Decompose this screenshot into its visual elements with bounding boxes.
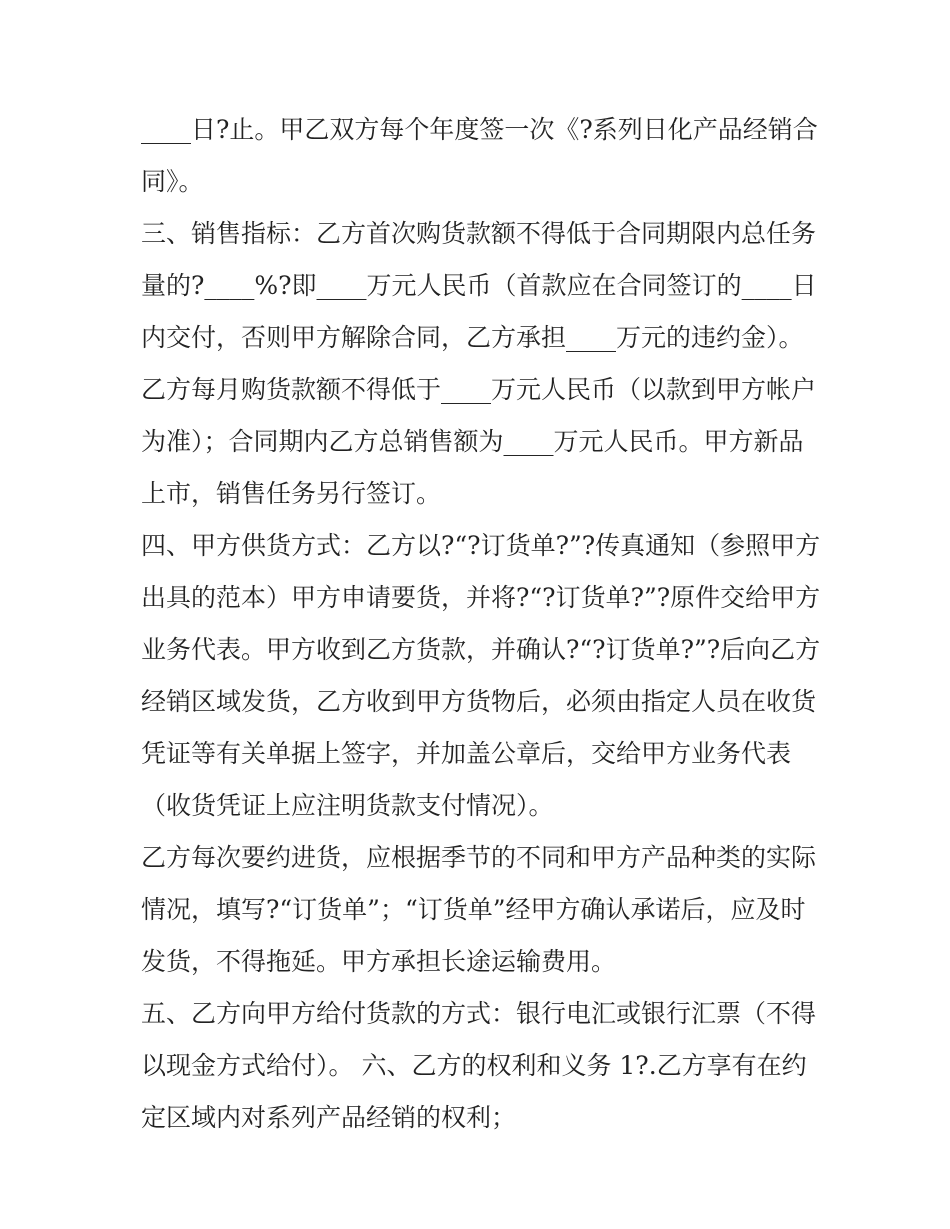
- text-line: 凭证等有关单据上签字，并加盖公章后，交给甲方业务代表: [141, 739, 792, 768]
- text-line: 为准）；合同期内乙方总销售额为____万元人民币。甲方新品: [141, 427, 804, 456]
- text-line: 业务代表。甲方收到乙方货款，并确认?“?订货单?”?后向乙方: [141, 635, 821, 664]
- text-line: 发货，不得拖延。甲方承担长途运输费用。: [141, 947, 617, 976]
- text-line: 同》。: [141, 167, 204, 196]
- text-line: 以现金方式给付）。 六、乙方的权利和义务 1?.乙方享有在约: [141, 1051, 807, 1080]
- text-line: ____日?止。甲乙双方每个年度签一次《?系列日化产品经销合: [141, 115, 818, 144]
- section-3-heading-line: 三、销售指标：乙方首次购货款额不得低于合同期限内总任务: [141, 219, 817, 248]
- text-line: （收货凭证上应注明货款支付情况）。: [141, 791, 554, 820]
- text-line: 量的?____%?即____万元人民币（首款应在合同签订的____日: [141, 271, 817, 300]
- text-line: 乙方每月购货款额不得低于____万元人民币（以款到甲方帐户: [141, 375, 817, 404]
- section-4-heading-line: 四、甲方供货方式：乙方以?“?订货单?”?传真通知（参照甲方: [141, 531, 821, 560]
- section-5-heading-line: 五、乙方向甲方给付货款的方式：银行电汇或银行汇票（不得: [141, 999, 817, 1028]
- text-line: 上市，销售任务另行签订。: [141, 479, 442, 508]
- text-line: 乙方每次要约进货，应根据季节的不同和甲方产品种类的实际: [141, 843, 817, 872]
- text-line: 出具的范本）甲方申请要货，并将?“?订货单?”?原件交给甲方: [141, 583, 821, 612]
- text-line: 经销区域发货，乙方收到甲方货物后，必须由指定人员在收货: [141, 687, 817, 716]
- text-line: 内交付，否则甲方解除合同，乙方承担____万元的违约金）。: [141, 323, 804, 352]
- text-line: 情况，填写?“订货单”；“订货单”经甲方确认承诺后，应及时: [141, 895, 806, 924]
- contract-body-text: [141, 104, 841, 1144]
- text-line: 定区域内对系列产品经销的权利；: [141, 1103, 517, 1132]
